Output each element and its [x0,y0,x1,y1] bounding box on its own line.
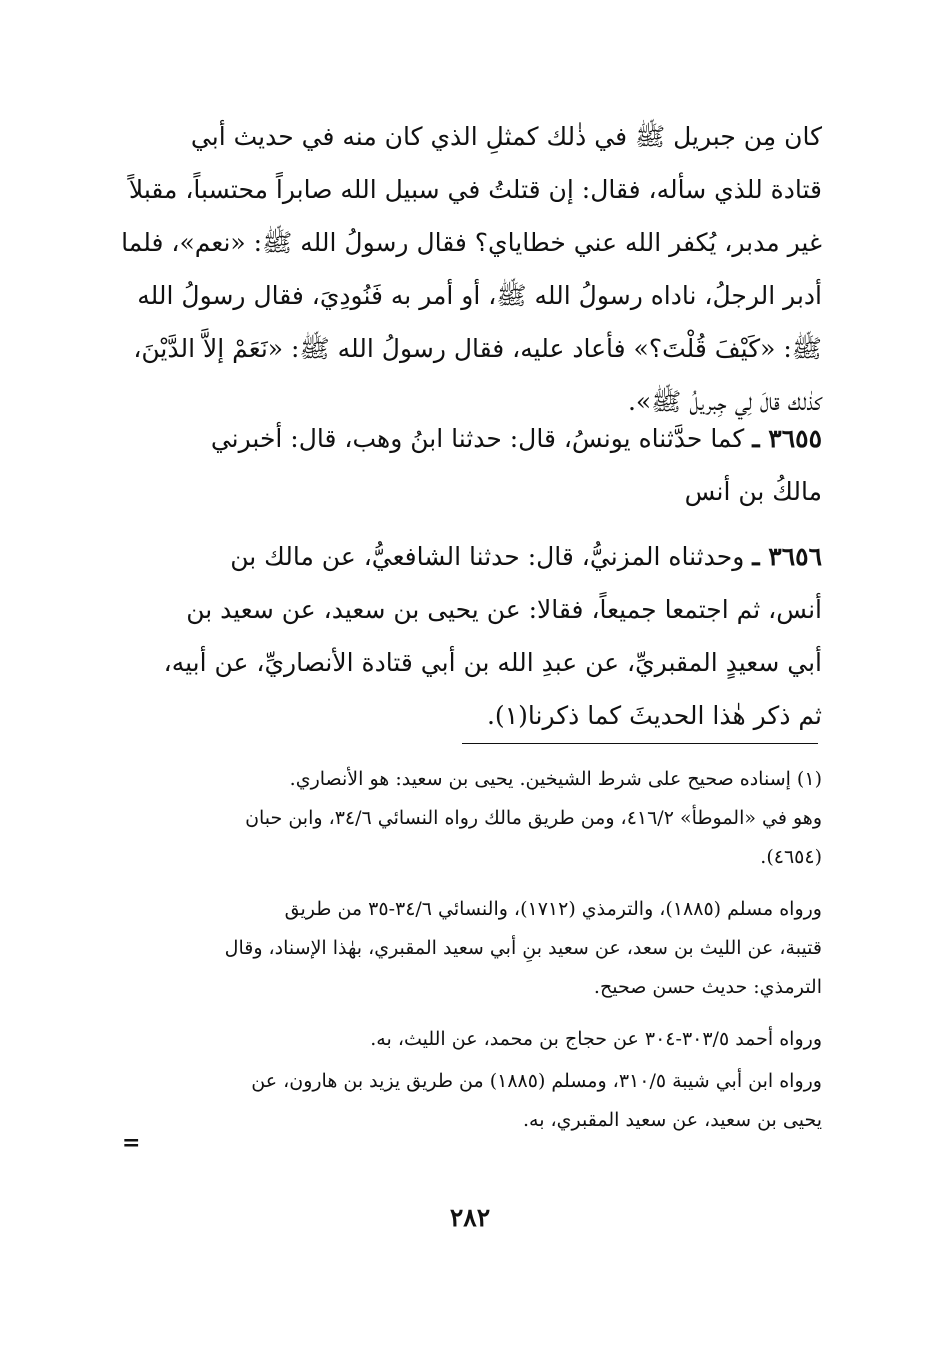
text-line: قتادة للذي سأله، فقال: إن قتلتُ في سبيل الله صابراً محتسباً، مقبلاً [128,175,822,204]
text-line [110,412,822,465]
footnote-paragraph [110,890,822,1007]
footnote-1 [110,760,822,877]
text-line: ثم ذكر هٰذا الحديثَ كما ذكرنا(١). [486,701,822,730]
text-line: غير مدبر، يُكفر الله عني خطاياي؟ فقال رسولُ الله ﷺ: «نعم»، فلما [121,228,822,257]
text-line: كذٰلك قالَ لِي جِبريلُ ﷺ». [627,387,822,416]
hadith-3656-paragraph [110,530,822,742]
text-line: أدبر الرجلُ، ناداه رسولُ الله ﷺ، أو أمر به فَنُودِيَ، فقال رسولُ الله [137,281,822,310]
text-line-content: كما حدَّثناه يونسُ، قال: حدثنا ابنُ وهب، قال: أخبرني [210,424,745,453]
text-line: ﷺ: «كَيْفَ قُلْتَ؟» فأعاد عليه، فقال رسولُ الله ﷺ: «نَعَمْ إلاَّ الدَّيْنَ، [133,334,822,363]
text-line [110,530,822,583]
text-line: أنس، ثم اجتمعا جميعاً، فقالا: عن يحيى بن سعيد، عن سعيد بن [186,595,822,624]
page-number: ٢٨٢ [449,1203,491,1232]
footnote-line: قتيبة، عن الليث بن سعد، عن سعيد بنِ أبي سعيد المقبري، بهٰذا الإسناد، وقال [224,937,822,959]
footnote-line: (٤٦٥٤). [760,846,822,868]
footnote-paragraph [110,1062,822,1140]
footnote-line: ورواه ابن أبي شيبة ٣١٠/٥، ومسلم (١٨٨٥) من طريق يزيد بن هارون، عن [251,1070,822,1092]
continuation-mark: = [122,1130,141,1156]
hadith-3655-paragraph [110,412,822,518]
text-line: كان مِن جبريل ﷺ في ذٰلك كمثلِ الذي كان منه في حديث أبي [190,122,822,151]
footnote-line: (١) إسناده صحيح على شرط الشيخين. يحيى بن سعيد: هو الأنصاري. [289,768,822,790]
footnote-line: الترمذي: حديث حسن صحيح. [593,976,822,998]
footnote-paragraph [110,1020,822,1059]
hadith-number: ٣٦٥٥ ـ [752,424,822,453]
footnote-line: ورواه أحمد ٣٠٣/٥-٣٠٤ عن حجاج بن محمد، عن الليث، به. [370,1028,822,1050]
footnote-line: يحيى بن سعيد، عن سعيد المقبري، به. [522,1109,822,1131]
hadith-text-paragraph [110,110,822,428]
footnote-separator [462,743,818,744]
text-line-content: وحدثناه المزنيُّ، قال: حدثنا الشافعيُّ، عن مالك بن [230,542,745,571]
hadith-number: ٣٦٥٦ ـ [752,542,822,571]
text-line: مالكُ بن أنس [684,477,822,506]
footnote-line: وهو في «الموطأ» ٤١٦/٢، ومن طريق مالك رواه النسائي ٣٤/٦، وابن حبان [245,807,822,829]
footnote-line: ورواه مسلم (١٨٨٥)، والترمذي (١٧١٢)، والنسائي ٣٤/٦-٣٥ من طريق [284,898,822,920]
text-line: أبي سعيدٍ المقبريِّ، عن عبدِ الله بن أبي قتادة الأنصاريِّ، عن أبيه، [163,648,822,677]
